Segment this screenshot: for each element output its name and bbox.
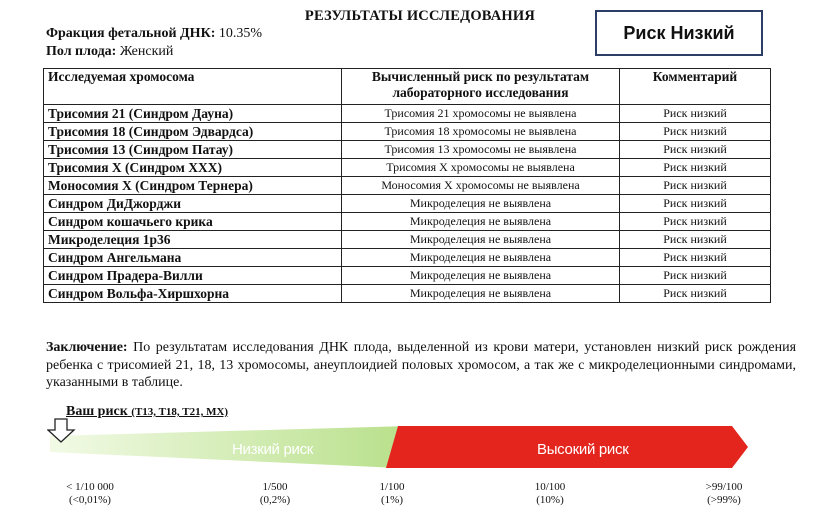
your-risk-arrow-icon: [47, 418, 77, 444]
tick-ratio: 1/100: [379, 481, 405, 493]
conclusion-label: Заключение:: [46, 340, 128, 355]
table-row: [44, 249, 771, 267]
fetal-fraction: [46, 26, 262, 42]
row-result: Микроделеция не выявлена: [342, 249, 620, 267]
column-header-risk: Вычисленный риск по результатам лабораторного исследования: [342, 69, 620, 105]
page-title: РЕЗУЛЬТАТЫ ИССЛЕДОВАНИЯ: [304, 8, 536, 24]
row-result: Микроделеция не выявлена: [342, 213, 620, 231]
low-risk-zone: [50, 426, 410, 468]
row-condition: Трисомия 18 (Синдром Эдвардса): [44, 123, 342, 141]
scale-tick: [55, 481, 125, 507]
table-header-row: [44, 69, 771, 105]
scale-tick: [522, 481, 578, 507]
tick-percent: (0,2%): [259, 494, 291, 506]
row-result: Микроделеция не выявлена: [342, 231, 620, 249]
row-result: Трисомия 18 хромосомы не выявлена: [342, 123, 620, 141]
row-comment: Риск низкий: [620, 195, 771, 213]
tick-percent: (1%): [381, 494, 403, 506]
high-risk-label: Высокий риск: [537, 441, 629, 458]
table-row: [44, 213, 771, 231]
column-header-comment: Комментарий: [620, 69, 771, 105]
row-condition: Трисомия 13 (Синдром Патау): [44, 141, 342, 159]
row-comment: Риск низкий: [620, 177, 771, 195]
tick-ratio: 1/500: [262, 481, 288, 493]
tick-ratio: >99/100: [705, 481, 743, 493]
row-comment: Риск низкий: [620, 231, 771, 249]
table-row: [44, 141, 771, 159]
row-condition: Трисомия 21 (Синдром Дауна): [44, 105, 342, 123]
tick-ratio: 10/100: [534, 481, 566, 493]
row-condition: Моносомия X (Синдром Тернера): [44, 177, 342, 195]
row-comment: Риск низкий: [620, 285, 771, 303]
table-row: [44, 177, 771, 195]
scale-tick: [250, 481, 300, 507]
table-row: [44, 105, 771, 123]
tick-percent: (10%): [536, 494, 564, 506]
column-header-chromosome: Исследуемая хромосома: [44, 69, 342, 105]
row-result: Трисомия 21 хромосомы не выявлена: [342, 105, 620, 123]
fetal-sex: [46, 44, 173, 60]
your-risk-title: Ваш риск: [66, 404, 128, 419]
tick-ratio: < 1/10 000: [66, 481, 114, 493]
row-condition: Синдром кошачьего крика: [44, 213, 342, 231]
table-row: [44, 159, 771, 177]
row-result: Микроделеция не выявлена: [342, 195, 620, 213]
risk-badge: Риск Низкий: [595, 10, 763, 56]
fetal-fraction-value: 10.35%: [218, 26, 263, 41]
results-table: [43, 68, 771, 303]
fetal-sex-label: Пол плода:: [46, 44, 117, 59]
row-result: Трисомия 13 хромосомы не выявлена: [342, 141, 620, 159]
tick-percent: (<0,01%): [69, 494, 111, 506]
table-row: [44, 123, 771, 141]
table-row: [44, 285, 771, 303]
row-comment: Риск низкий: [620, 123, 771, 141]
row-result: Моносомия X хромосомы не выявлена: [342, 177, 620, 195]
fetal-sex-value: Женский: [119, 44, 174, 59]
conclusion: [46, 339, 796, 392]
row-condition: Синдром Вольфа-Хиршхорна: [44, 285, 342, 303]
row-comment: Риск низкий: [620, 213, 771, 231]
table-row: [44, 195, 771, 213]
table-row: [44, 267, 771, 285]
row-condition: Синдром Ангельмана: [44, 249, 342, 267]
row-comment: Риск низкий: [620, 267, 771, 285]
row-condition: Синдром Прадера-Вилли: [44, 267, 342, 285]
row-comment: Риск низкий: [620, 141, 771, 159]
conclusion-text: По результатам исследования ДНК плода, выделенной из крови матери, установлен низкий риск рождения ребенка с трисомией 21, 18, 13 хромосомы, анеуплоидией половых хромосом, а так же с микроделеционными синдромами, указанными в таблице.: [46, 340, 797, 390]
tick-percent: (>99%): [707, 494, 741, 506]
fetal-fraction-label: Фракция фетальной ДНК:: [46, 26, 216, 41]
row-result: Микроделеция не выявлена: [342, 267, 620, 285]
your-risk-label: [66, 404, 228, 420]
row-comment: Риск низкий: [620, 249, 771, 267]
row-comment: Риск низкий: [620, 105, 771, 123]
table-row: [44, 231, 771, 249]
scale-tick: [367, 481, 417, 507]
row-comment: Риск низкий: [620, 159, 771, 177]
row-result: Трисомия X хромосомы не выявлена: [342, 159, 620, 177]
scale-tick: [694, 481, 754, 507]
low-risk-label: Низкий риск: [232, 441, 314, 458]
your-risk-tests: (T13, T18, T21, MX): [131, 406, 229, 418]
row-condition: Трисомия X (Синдром XXX): [44, 159, 342, 177]
row-condition: Синдром ДиДжорджи: [44, 195, 342, 213]
risk-scale-bar: [50, 422, 750, 474]
row-condition: Микроделеция 1p36: [44, 231, 342, 249]
row-result: Микроделеция не выявлена: [342, 285, 620, 303]
